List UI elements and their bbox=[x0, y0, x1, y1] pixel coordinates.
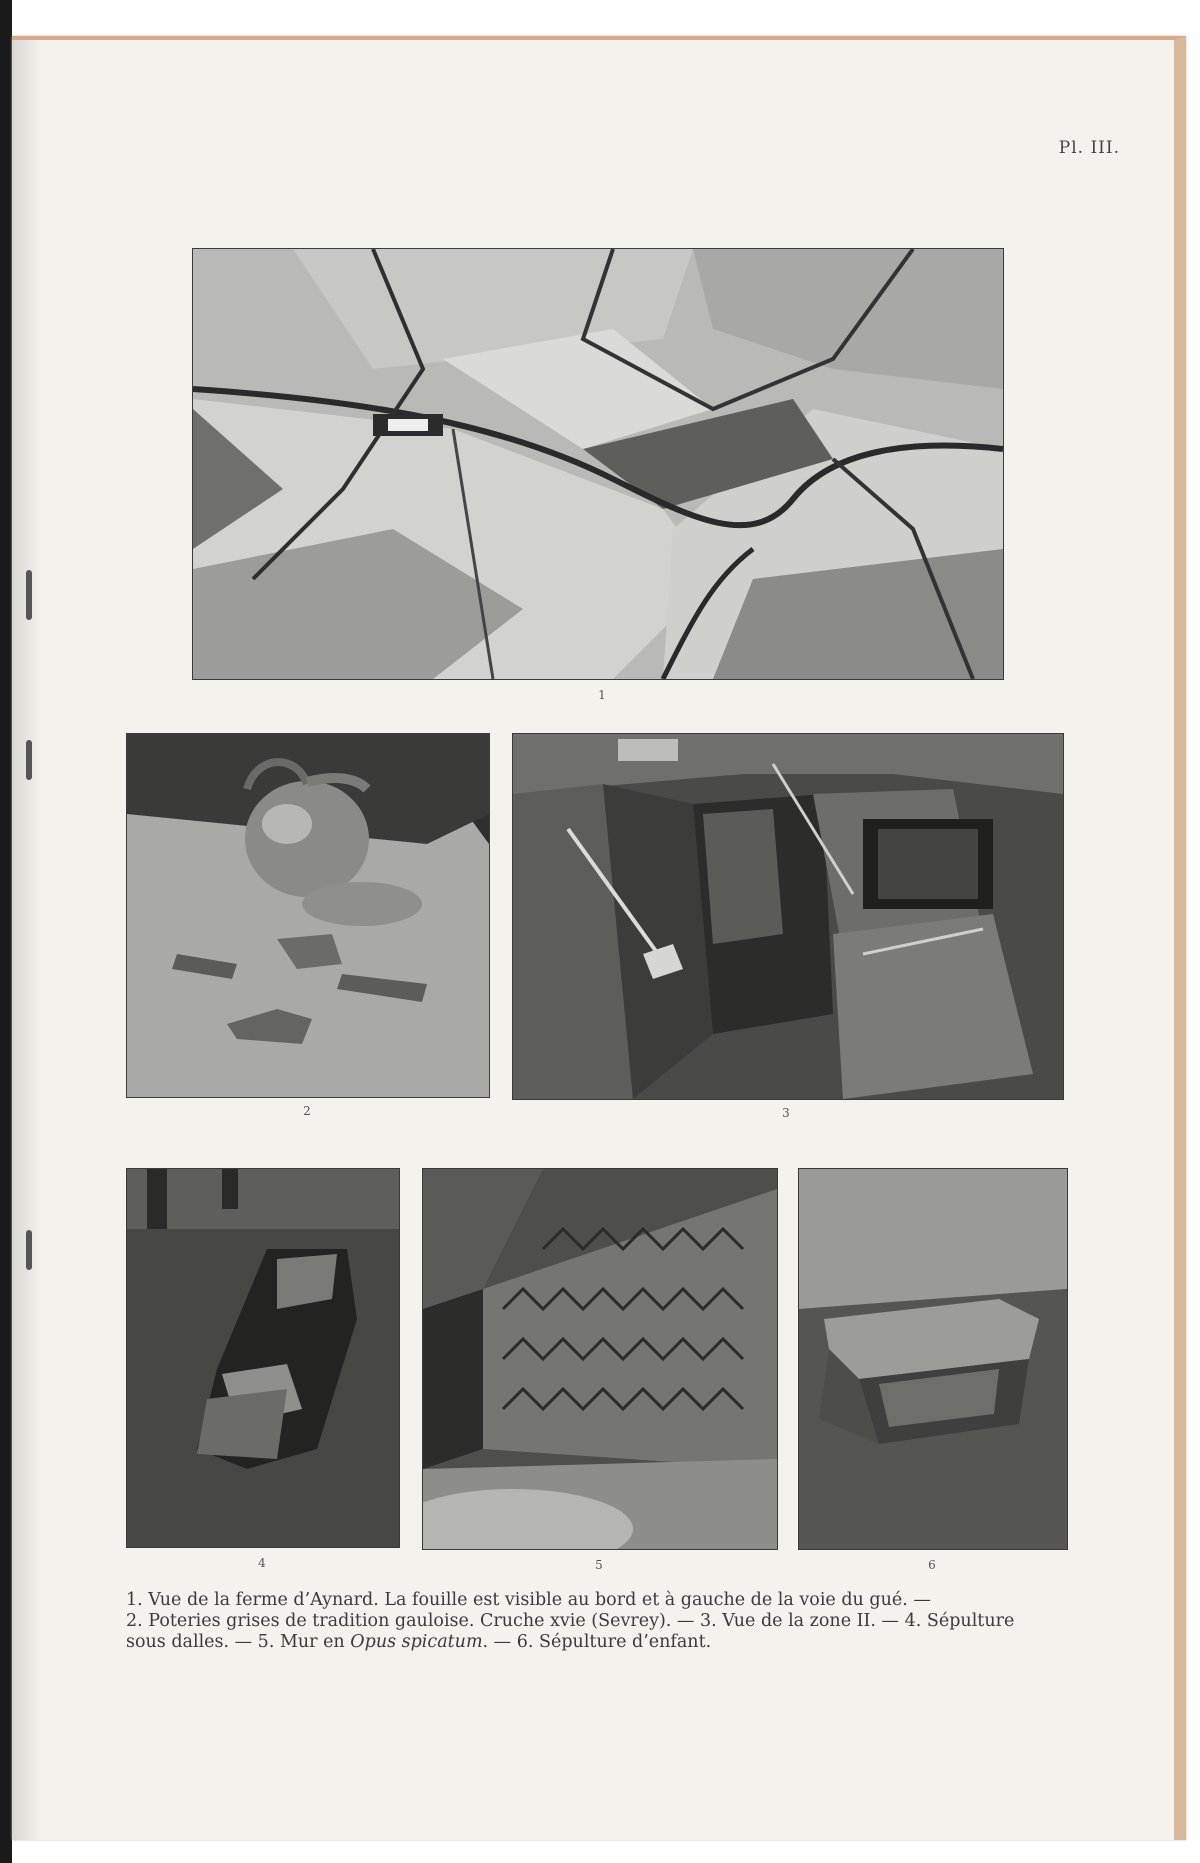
photo-1-aerial-view bbox=[192, 248, 1004, 680]
plate-caption bbox=[126, 1590, 1076, 1653]
photo-4-slab-burial bbox=[126, 1168, 400, 1548]
binding-stitch bbox=[26, 1230, 32, 1270]
figure-number-4: 4 bbox=[258, 1556, 266, 1570]
photo-5-opus-spicatum-wall bbox=[422, 1168, 778, 1550]
caption-line-3 bbox=[126, 1632, 1076, 1653]
binding-stitch bbox=[26, 570, 32, 620]
scan-edge bbox=[0, 0, 12, 1863]
caption-line-1: 1. Vue de la ferme d’Aynard. La fouille est visible au bord et à gauche de la voie du gué. — bbox=[126, 1590, 931, 1610]
caption-opus-spicatum: Opus spicatum bbox=[350, 1632, 483, 1652]
plate-label: Pl. III. bbox=[1058, 138, 1120, 158]
figure-number-5: 5 bbox=[595, 1558, 603, 1572]
figure-number-2: 2 bbox=[303, 1104, 311, 1118]
photo-6-child-burial bbox=[798, 1168, 1068, 1550]
spine-shadow bbox=[12, 40, 42, 1840]
photo-2-pottery bbox=[126, 733, 490, 1098]
photo-3-excavation-zone bbox=[512, 733, 1064, 1100]
binding-stitch bbox=[26, 740, 32, 780]
caption-line-3-start: sous dalles. — 5. Mur en bbox=[126, 1632, 351, 1652]
caption-line-3-end: . — 6. Sépulture d’enfant. bbox=[482, 1632, 712, 1652]
figure-number-6: 6 bbox=[928, 1558, 936, 1572]
figure-number-3: 3 bbox=[782, 1106, 790, 1120]
figure-number-1: 1 bbox=[598, 688, 606, 702]
caption-line-2: 2. Poteries grises de tradition gauloise. Cruche xvie (Sevrey). — 3. Vue de la zone II. — 4. Sépulture bbox=[126, 1611, 1015, 1631]
